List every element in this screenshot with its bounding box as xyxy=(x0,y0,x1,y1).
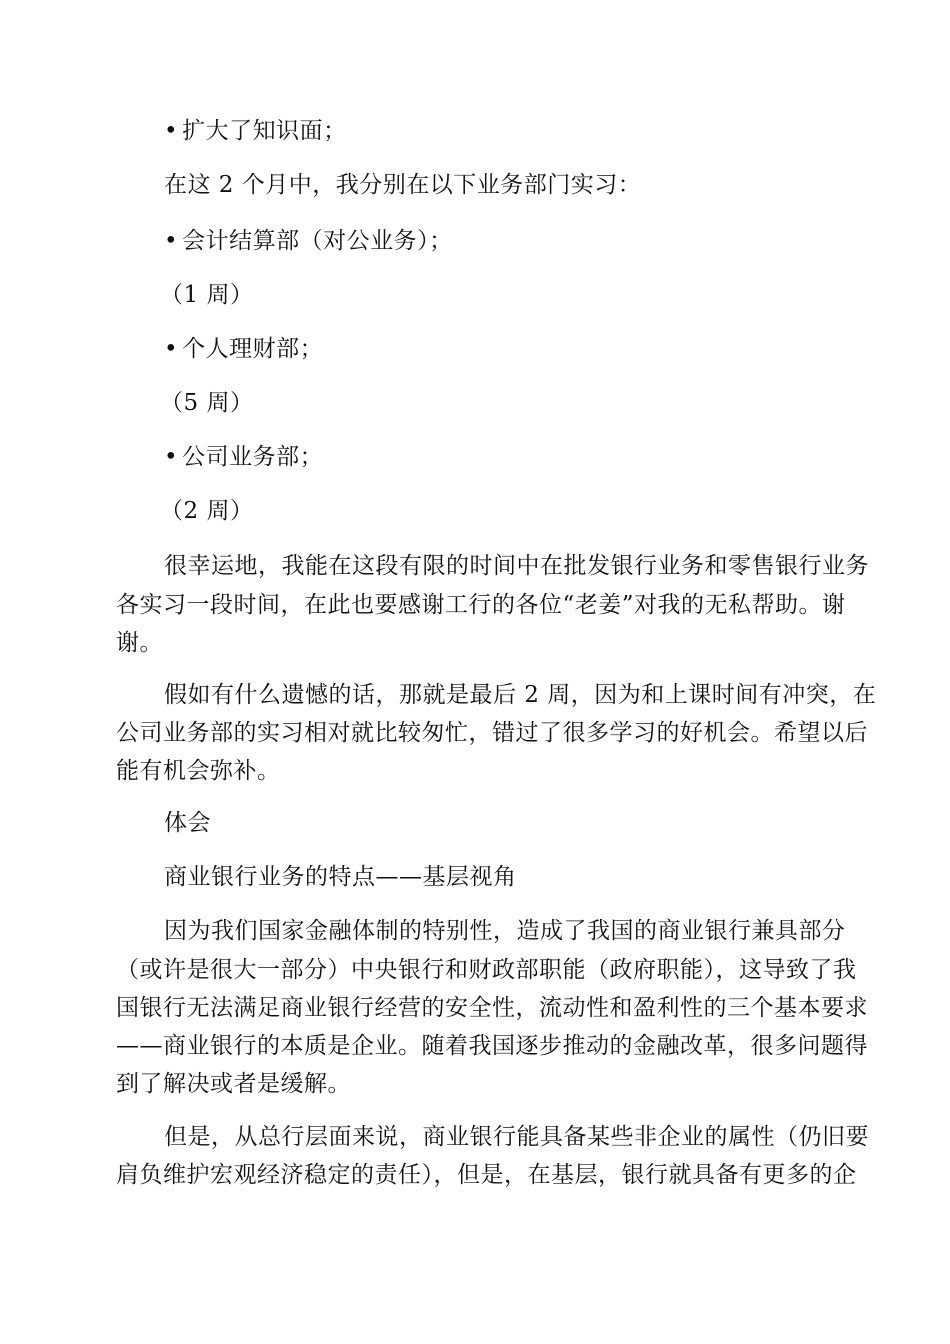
paragraph-system-line-4: ——商业银行的本质是企业。随着我国逐步推动的金融改革，很多问题得 xyxy=(116,1033,868,1059)
paragraph-system-line-5: 到了解决或者是缓解。 xyxy=(116,1071,351,1097)
paragraph-lucky-line-3: 谢。 xyxy=(116,630,163,656)
duration-corporate: （2 周） xyxy=(160,498,254,524)
section-heading-reflection: 体会 xyxy=(164,810,211,836)
bullet-item-accounting: • 会计结算部（对公业务）； xyxy=(164,226,453,256)
duration-accounting: （1 周） xyxy=(160,282,254,308)
intro-line: 在这 2 个月中，我分别在以下业务部门实习： xyxy=(164,172,642,198)
paragraph-regret-line-2: 公司业务部的实习相对就比较匆忙，错过了很多学习的好机会。希望以后 xyxy=(116,720,868,746)
duration-personal-finance: （5 周） xyxy=(160,390,254,416)
bullet-item-personal-finance: • 个人理财部； xyxy=(164,334,323,364)
bullet-item-corporate: • 公司业务部； xyxy=(164,442,323,472)
paragraph-regret-line-1: 假如有什么遗憾的话，那就是最后 2 周，因为和上课时间有冲突，在 xyxy=(164,682,877,708)
paragraph-headquarters-line-1: 但是，从总行层面来说，商业银行能具备某些非企业的属性（仍旧要 xyxy=(164,1124,869,1150)
paragraph-lucky-line-1: 很幸运地，我能在这段有限的时间中在批发银行业务和零售银行业务 xyxy=(164,553,869,579)
paragraph-regret-line-3: 能有机会弥补。 xyxy=(116,758,281,784)
paragraph-system-line-1: 因为我们国家金融体制的特别性，造成了我国的商业银行兼具部分 xyxy=(164,918,846,944)
paragraph-lucky-line-2: 各实习一段时间，在此也要感谢工行的各位“老姜”对我的无私帮助。谢 xyxy=(116,592,846,618)
subheading-bank-features: 商业银行业务的特点——基层视角 xyxy=(164,864,517,890)
paragraph-system-line-2: （或许是很大一部分）中央银行和财政部职能（政府职能），这导致了我 xyxy=(116,957,857,983)
paragraph-headquarters-line-2: 肩负维护宏观经济稳定的责任），但是，在基层，银行就具备有更多的企 xyxy=(116,1162,857,1188)
bullet-item-knowledge: • 扩大了知识面； xyxy=(164,116,347,146)
paragraph-system-line-3: 国银行无法满足商业银行经营的安全性，流动性和盈利性的三个基本要求 xyxy=(116,995,868,1021)
